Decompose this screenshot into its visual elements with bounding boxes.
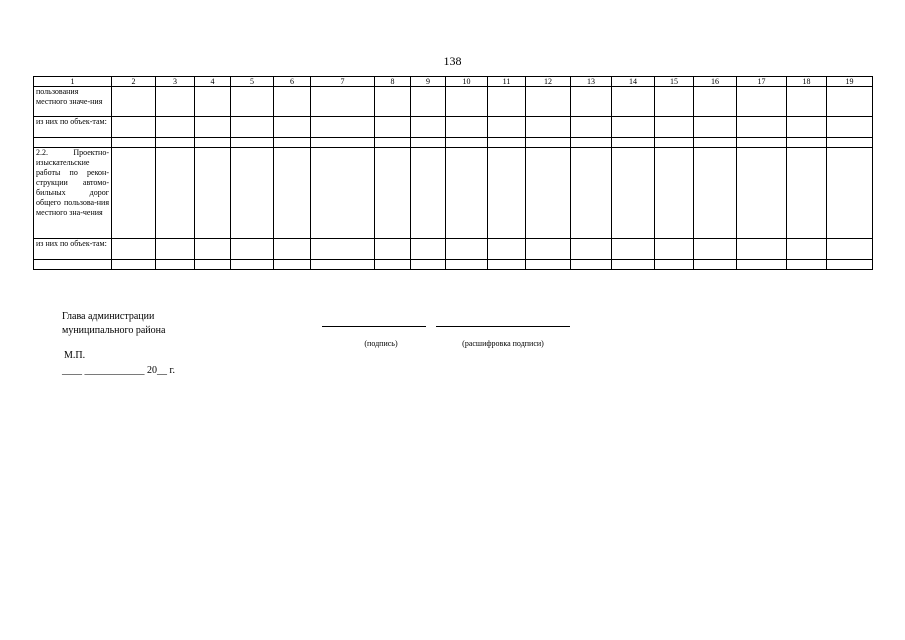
table-cell [787,239,827,260]
table-row [34,148,873,239]
table-cell [612,87,655,117]
signature-line [322,326,426,327]
column-number: 7 [311,77,375,87]
table-cell [787,148,827,239]
table-cell [411,117,446,138]
table-cell [526,117,571,138]
table-cell [737,117,787,138]
signer-title-line1: Глава администрации [62,311,155,322]
table-cell [488,87,526,117]
signature-decode-line [436,326,570,327]
table-cell [411,138,446,148]
table-cell [375,87,411,117]
table-cell [694,239,737,260]
table-cell [827,138,873,148]
table-cell [375,138,411,148]
table-cell [787,138,827,148]
table-cell [195,138,231,148]
table-cell [411,148,446,239]
table-cell [195,87,231,117]
table-cell [526,148,571,239]
column-number: 12 [526,77,571,87]
table-cell [488,239,526,260]
column-number: 4 [195,77,231,87]
table-cell [231,138,274,148]
table-cell [526,260,571,270]
table-cell [195,148,231,239]
table-cell [195,239,231,260]
column-number: 13 [571,77,612,87]
table-cell [571,239,612,260]
column-number: 8 [375,77,411,87]
table-cell [612,148,655,239]
row-label: из них по объек-там: [34,117,112,138]
table-row [34,239,873,260]
table-cell [375,239,411,260]
table-cell [488,138,526,148]
table-cell [311,138,375,148]
table-cell [446,148,488,239]
table-cell [311,87,375,117]
table-cell [231,117,274,138]
column-number: 16 [694,77,737,87]
table-cell [827,148,873,239]
table-cell [612,117,655,138]
table-cell [274,87,311,117]
column-number: 3 [156,77,195,87]
table-cell [526,239,571,260]
signature-caption: (подпись) [364,339,398,348]
table-cell [737,260,787,270]
table-cell [195,117,231,138]
table-cell [571,138,612,148]
table-cell [375,148,411,239]
table-cell [112,138,156,148]
table-cell [231,148,274,239]
table-cell [446,239,488,260]
table-cell [827,260,873,270]
column-number: 9 [411,77,446,87]
table-cell [375,260,411,270]
table-cell [112,260,156,270]
table-cell [488,260,526,270]
table-cell [311,148,375,239]
table-cell [311,260,375,270]
table-cell [737,148,787,239]
table-cell [112,117,156,138]
table-cell [655,260,694,270]
table-cell [195,260,231,270]
row-label: из них по объек-там: [34,239,112,260]
stamp-label: М.П. [64,350,86,361]
table-cell [655,239,694,260]
table-header-row [34,77,873,87]
table-cell [411,87,446,117]
table-cell [274,117,311,138]
table-cell [446,117,488,138]
table-cell [694,87,737,117]
row-label: 2.2. Проектно-изыскательские работы по рекон-струкции автомо-бильных дорог общего пользова-ния местного зна-чения [34,148,112,239]
table-cell [156,260,195,270]
table-cell [571,148,612,239]
table-cell [446,87,488,117]
column-number: 11 [488,77,526,87]
table-cell [156,138,195,148]
table-row [34,87,873,117]
date-line: ____ ____________ 20__ г. [62,365,175,376]
table-cell [827,117,873,138]
table-cell [231,260,274,270]
table-cell [274,148,311,239]
table-cell [411,260,446,270]
report-table [33,76,873,270]
table-cell [446,138,488,148]
table-cell [311,117,375,138]
signer-title-line2: муниципального района [62,325,166,336]
table-cell [612,260,655,270]
table-row [34,117,873,138]
table-cell [231,239,274,260]
table-cell [526,138,571,148]
table-cell [375,117,411,138]
table-cell [488,117,526,138]
table-cell [694,117,737,138]
table-cell [737,239,787,260]
table-cell [446,260,488,270]
table-cell [655,148,694,239]
table-cell [274,138,311,148]
table-cell [827,239,873,260]
table-cell [112,148,156,239]
row-label [34,260,112,270]
table-cell [571,260,612,270]
row-label [34,138,112,148]
table-cell [274,239,311,260]
table-cell [571,87,612,117]
table-cell [787,117,827,138]
table-cell [737,87,787,117]
table-cell [787,260,827,270]
column-number: 18 [787,77,827,87]
column-number: 10 [446,77,488,87]
table-row [34,138,873,148]
column-number: 5 [231,77,274,87]
table-cell [655,117,694,138]
column-number: 1 [34,77,112,87]
table-cell [411,239,446,260]
column-number: 15 [655,77,694,87]
table-cell [694,260,737,270]
table-cell [787,87,827,117]
table-cell [737,138,787,148]
table-cell [526,87,571,117]
table-cell [694,148,737,239]
column-number: 17 [737,77,787,87]
column-number: 14 [612,77,655,87]
page-number: 138 [443,54,462,68]
column-number: 6 [274,77,311,87]
table-cell [156,148,195,239]
signature-decode-caption: (расшифровка подписи) [462,339,544,348]
table-cell [156,117,195,138]
column-number: 19 [827,77,873,87]
table-cell [571,117,612,138]
table-cell [274,260,311,270]
table-cell [655,138,694,148]
table-cell [694,138,737,148]
row-label: пользования местного значе-ния [34,87,112,117]
table-cell [827,87,873,117]
table-row [34,260,873,270]
table-cell [156,239,195,260]
table-cell [112,87,156,117]
table-cell [488,148,526,239]
table-cell [311,239,375,260]
table-cell [612,138,655,148]
table-cell [112,239,156,260]
table-cell [156,87,195,117]
table-cell [612,239,655,260]
table-cell [231,87,274,117]
column-number: 2 [112,77,156,87]
table-cell [655,87,694,117]
